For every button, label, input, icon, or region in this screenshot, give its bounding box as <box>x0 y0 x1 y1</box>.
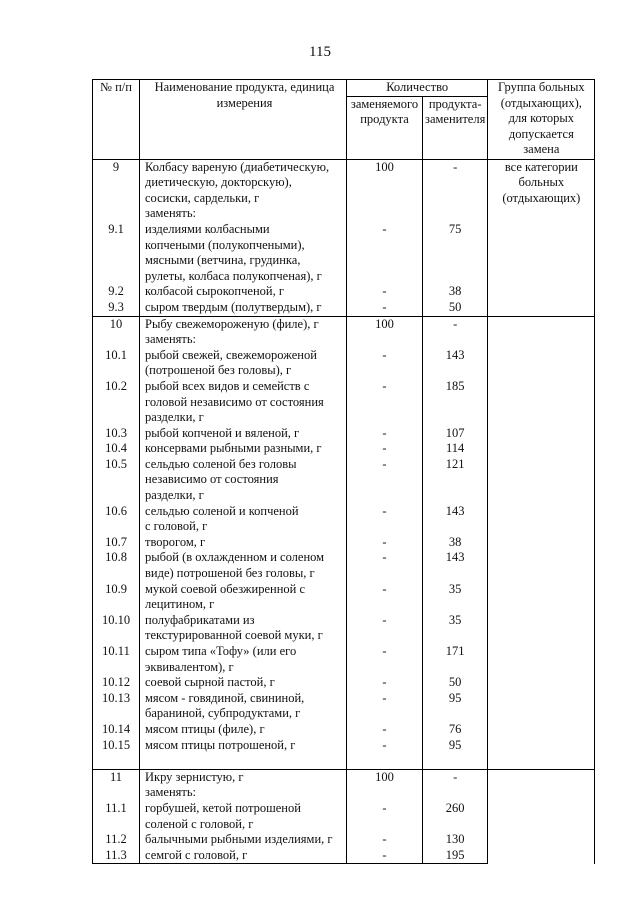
header-qty-replacing-line: заменителя <box>425 112 486 127</box>
row-number: 10.4 <box>93 441 140 457</box>
row-qty-replacing: 195 <box>423 848 488 864</box>
row-qty-replacing: 76 <box>423 722 488 738</box>
row-product-name-line: рыбой копченой и вяленой, г <box>145 425 300 440</box>
row-product-name <box>140 738 347 770</box>
row-product-name <box>140 159 347 222</box>
row-qty-replaced: 100 <box>347 159 423 222</box>
row-product-name-line: сельдью соленой без головы <box>145 456 297 471</box>
row-product-name-line: эквивалентом), г <box>145 659 234 674</box>
row-patient-group-line: больных <box>518 175 565 190</box>
row-product-name <box>140 675 347 691</box>
table-row <box>93 159 595 222</box>
row-qty-replacing: 121 <box>423 457 488 504</box>
header-qty: Количество <box>347 80 488 97</box>
row-product-name-line: сыром типа «Тофу» (или его <box>145 644 297 658</box>
row-qty-replaced: - <box>347 675 423 691</box>
row-product-name-line: Рыбу свежемороженую (филе), г <box>145 316 319 331</box>
header-group-line: замена <box>523 142 560 157</box>
table-row <box>93 769 595 801</box>
row-product-name-line <box>145 753 344 769</box>
row-product-name-line: горбушей, кетой потрошеной <box>145 800 301 815</box>
row-product-name <box>140 832 347 848</box>
row-qty-replaced: - <box>347 691 423 722</box>
row-product-name-line: рыбой свежей, свежемороженой <box>145 347 317 362</box>
header-group-line: допускается <box>508 126 574 141</box>
row-product-name <box>140 284 347 300</box>
row-product-name <box>140 644 347 675</box>
row-product-name <box>140 222 347 284</box>
row-product-name-line: мясом птицы потрошеной, г <box>145 737 296 752</box>
row-product-name-line: головой независимо от состояния <box>145 394 324 409</box>
row-product-name-line: творогом, г <box>145 534 206 549</box>
row-number: 9.3 <box>93 300 140 316</box>
row-product-name-line: копчеными (полукопчеными), <box>145 237 305 252</box>
row-qty-replacing: 35 <box>423 613 488 644</box>
row-qty-replacing: 143 <box>423 504 488 535</box>
row-product-name-line: мясом птицы (филе), г <box>145 721 265 736</box>
row-product-name <box>140 691 347 722</box>
row-qty-replacing: - <box>423 769 488 801</box>
row-qty-replacing: 143 <box>423 348 488 379</box>
table-row <box>93 316 595 348</box>
row-qty-replacing: 38 <box>423 535 488 551</box>
row-product-name-line: сосиски, сардельки, г <box>145 190 260 205</box>
row-qty-replacing: 185 <box>423 379 488 426</box>
row-product-name <box>140 535 347 551</box>
header-group-line: (отдыхающих), <box>500 95 582 110</box>
header-name-line: Наименование продукта, единица <box>154 80 335 94</box>
row-number: 9.2 <box>93 284 140 300</box>
row-product-name-line: (потрошеной без головы), г <box>145 363 292 378</box>
row-product-name-line: сыром твердым (полутвердым), г <box>145 299 322 314</box>
row-product-name-line: рыбой всех видов и семейств с <box>145 378 310 393</box>
row-qty-replacing: 171 <box>423 644 488 675</box>
header-qty-replacing <box>423 96 488 159</box>
row-qty-replacing: - <box>423 316 488 348</box>
row-product-name <box>140 348 347 379</box>
row-qty-replaced: - <box>347 379 423 426</box>
row-product-name-line: соленой с головой, г <box>145 816 254 831</box>
row-number: 10.8 <box>93 550 140 581</box>
header-qty-replacing-line: продукта- <box>428 96 482 111</box>
row-number: 11.2 <box>93 832 140 848</box>
row-number: 10.3 <box>93 426 140 442</box>
row-number: 10 <box>93 316 140 348</box>
row-qty-replacing: 35 <box>423 582 488 613</box>
row-product-name-line: виде) потрошеной без головы, г <box>145 566 315 581</box>
row-number: 10.10 <box>93 613 140 644</box>
product-substitution-table <box>92 79 595 864</box>
header-group-line: Группа больных <box>498 80 585 94</box>
row-product-name-line: рыбой (в охлажденном и соленом <box>145 550 325 565</box>
row-product-name-line: рулеты, колбаса полукопченая), г <box>145 268 322 283</box>
row-qty-replaced: - <box>347 738 423 770</box>
row-qty-replaced: - <box>347 284 423 300</box>
row-patient-group-line: все категории <box>504 159 578 174</box>
row-qty-replaced: - <box>347 457 423 504</box>
row-product-name <box>140 801 347 832</box>
row-product-name-line: полуфабрикатами из <box>145 612 255 627</box>
row-number: 10.7 <box>93 535 140 551</box>
row-product-name-line: соевой сырной пастой, г <box>145 675 275 690</box>
row-product-name-line: с головой, г <box>145 519 208 534</box>
row-qty-replacing: - <box>423 159 488 222</box>
row-qty-replaced: 100 <box>347 316 423 348</box>
header-group-line: для которых <box>508 111 575 126</box>
row-qty-replaced: - <box>347 613 423 644</box>
row-product-name <box>140 379 347 426</box>
row-qty-replaced: - <box>347 832 423 848</box>
row-product-name <box>140 441 347 457</box>
row-product-name <box>140 457 347 504</box>
row-qty-replaced: - <box>347 644 423 675</box>
header-qty-replaced-line: продукта <box>360 112 409 127</box>
row-product-name-line: сельдью соленой и копченой <box>145 503 299 518</box>
row-qty-replacing: 50 <box>423 675 488 691</box>
row-product-name-line: заменять: <box>145 206 197 221</box>
row-number: 11.1 <box>93 801 140 832</box>
row-qty-replacing: 130 <box>423 832 488 848</box>
row-patient-group <box>488 769 595 864</box>
row-number: 10.6 <box>93 504 140 535</box>
row-product-name-line: мукой соевой обезжиренной с <box>145 581 306 596</box>
header-row <box>93 80 595 97</box>
row-product-name-line: заменять: <box>145 785 197 800</box>
header-qty-replaced <box>347 96 423 159</box>
row-product-name <box>140 722 347 738</box>
row-qty-replaced: - <box>347 848 423 864</box>
row-qty-replacing: 38 <box>423 284 488 300</box>
row-number: 10.11 <box>93 644 140 675</box>
row-patient-group <box>488 316 595 769</box>
row-number: 10.9 <box>93 582 140 613</box>
row-product-name-line: бараниной, субпродуктами, г <box>145 706 301 721</box>
row-product-name-line: мясными (ветчина, грудинка, <box>145 253 301 268</box>
row-number: 11.3 <box>93 848 140 864</box>
row-product-name-line: заменять: <box>145 332 197 347</box>
page-number: 115 <box>309 44 331 60</box>
row-product-name <box>140 316 347 348</box>
row-product-name-line: независимо от состояния <box>145 472 279 487</box>
row-product-name-line: изделиями колбасными <box>145 221 270 236</box>
row-product-name <box>140 848 347 864</box>
row-product-name <box>140 769 347 801</box>
row-qty-replacing: 114 <box>423 441 488 457</box>
row-product-name <box>140 613 347 644</box>
row-qty-replaced: - <box>347 441 423 457</box>
header-qty-replaced-line: заменяемого <box>350 96 419 111</box>
header-group <box>488 80 595 160</box>
header-num: № п/п <box>93 80 140 160</box>
row-product-name-line: консервами рыбными разными, г <box>145 441 322 456</box>
row-product-name <box>140 582 347 613</box>
row-product-name-line: разделки, г <box>145 488 204 503</box>
header-name <box>140 80 347 160</box>
row-product-name-line: Икру зернистую, г <box>145 769 244 784</box>
row-product-name-line: балычными рыбными изделиями, г <box>145 832 333 847</box>
row-number: 10.12 <box>93 675 140 691</box>
row-number: 9 <box>93 159 140 222</box>
row-qty-replacing: 95 <box>423 691 488 722</box>
row-product-name-line: семгой с головой, г <box>145 847 248 862</box>
row-product-name <box>140 550 347 581</box>
row-qty-replacing: 95 <box>423 738 488 770</box>
row-qty-replacing: 107 <box>423 426 488 442</box>
row-qty-replaced: - <box>347 801 423 832</box>
row-qty-replacing: 75 <box>423 222 488 284</box>
row-number: 11 <box>93 769 140 801</box>
row-qty-replaced: - <box>347 348 423 379</box>
row-number: 10.14 <box>93 722 140 738</box>
row-product-name-line: колбасой сырокопченой, г <box>145 284 284 299</box>
row-product-name-line: текстурированной соевой муки, г <box>145 628 323 643</box>
row-product-name <box>140 426 347 442</box>
row-product-name-line: диетическую, докторскую), <box>145 175 292 190</box>
row-qty-replaced: - <box>347 426 423 442</box>
row-qty-replaced: - <box>347 582 423 613</box>
row-number: 10.15 <box>93 738 140 770</box>
row-qty-replaced: - <box>347 535 423 551</box>
row-product-name-line: Колбасу вареную (диабетическую, <box>145 159 330 174</box>
row-product-name-line: мясом - говядиной, свининой, <box>145 690 305 705</box>
row-qty-replaced: - <box>347 222 423 284</box>
row-product-name-line: разделки, г <box>145 410 204 425</box>
row-number: 10.5 <box>93 457 140 504</box>
header-name-line: измерения <box>216 95 273 110</box>
row-product-name-line: лецитином, г <box>145 597 215 612</box>
row-qty-replaced: 100 <box>347 769 423 801</box>
row-qty-replaced: - <box>347 300 423 316</box>
row-qty-replaced: - <box>347 550 423 581</box>
row-number: 10.1 <box>93 348 140 379</box>
row-qty-replaced: - <box>347 504 423 535</box>
row-number: 10.13 <box>93 691 140 722</box>
row-patient-group-line: (отдыхающих) <box>502 190 581 205</box>
row-product-name <box>140 504 347 535</box>
row-qty-replacing: 143 <box>423 550 488 581</box>
row-qty-replaced: - <box>347 722 423 738</box>
row-qty-replacing: 260 <box>423 801 488 832</box>
row-product-name <box>140 300 347 316</box>
row-qty-replacing: 50 <box>423 300 488 316</box>
row-number: 10.2 <box>93 379 140 426</box>
row-number: 9.1 <box>93 222 140 284</box>
row-patient-group <box>488 159 595 316</box>
